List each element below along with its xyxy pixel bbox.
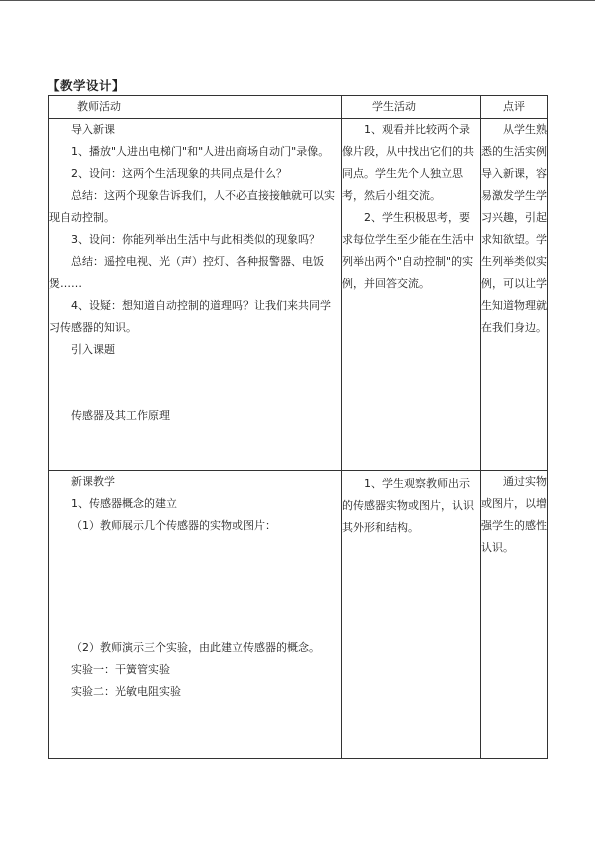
teacher-activity-cell	[49, 471, 342, 759]
intro-step-3: 3、设问：你能列举出生活中与此相类似的现象吗？	[71, 233, 320, 246]
student-activity-cell	[342, 471, 481, 759]
intro-summary-2: 总结：遥控电视、光（声）控灯、各种报警器、电饭煲……	[49, 255, 324, 290]
comment-text: 从学生熟悉的生活实例导入新课，容易激发学生学习兴趣，引起求知欲望。学生列举类似实例，可以让学生知道物理就在我们身边。	[481, 123, 547, 334]
teacher-activity-cell	[49, 119, 342, 471]
header-comment: 点评	[481, 96, 548, 119]
page-top-rule	[0, 0, 595, 1]
comment-text: 通过实物或图片，以增强学生的感性认识。	[481, 475, 547, 554]
table-header-row	[49, 96, 548, 119]
student-activity-cell	[342, 119, 481, 471]
table-row-intro	[49, 119, 548, 471]
blank-space	[49, 361, 341, 405]
student-activity-2: 2、学生积极思考，要求每位学生至少能在生活中列举出两个"自动控制"的实例，并回答交流。	[342, 211, 474, 290]
intro-summary-1: 总结：这两个现象告诉我们，人不必直接接触就可以实现自动控制。	[49, 189, 335, 224]
experiment-1: 实验一：干簧管实验	[71, 663, 170, 676]
intro-lead-in: 引入课题	[71, 343, 115, 356]
table-row-new-lesson	[49, 471, 548, 759]
experiment-2: 实验二：光敏电阻实验	[71, 685, 181, 698]
section-title: 【教学设计】	[47, 78, 126, 93]
intro-step-1: 1、播放"人进出电梯门"和"人进出商场自动门"录像。	[71, 145, 330, 158]
header-teacher-activity: 教师活动	[49, 96, 342, 119]
intro-step-4: 4、设疑：想知道自动控制的道理吗？让我们来共同学习传感器的知识。	[49, 299, 331, 334]
new-lesson-step-1: 1、传感器概念的建立	[71, 497, 177, 510]
comment-cell	[481, 119, 548, 471]
blank-space	[49, 537, 341, 637]
intro-step-2: 2、设问：这两个生活现象的共同点是什么？	[71, 167, 287, 180]
student-activity-3: 1、学生观察教师出示的传感器实物或图片，认识其外形和结构。	[342, 477, 474, 534]
new-lesson-step-1-1: （1）教师展示几个传感器的实物或图片：	[71, 519, 276, 532]
new-lesson-step-1-2: （2）教师演示三个实验，由此建立传感器的概念。	[71, 641, 320, 654]
lesson-plan-table	[48, 95, 548, 759]
new-lesson-heading: 新课教学	[71, 475, 115, 488]
lesson-topic: 传感器及其工作原理	[71, 409, 170, 422]
comment-cell	[481, 471, 548, 759]
header-student-activity: 学生活动	[342, 96, 481, 119]
intro-heading: 导入新课	[71, 123, 115, 136]
student-activity-1: 1、观看并比较两个录像片段，从中找出它们的共同点。学生先个人独立思考，然后小组交流。	[342, 123, 474, 202]
